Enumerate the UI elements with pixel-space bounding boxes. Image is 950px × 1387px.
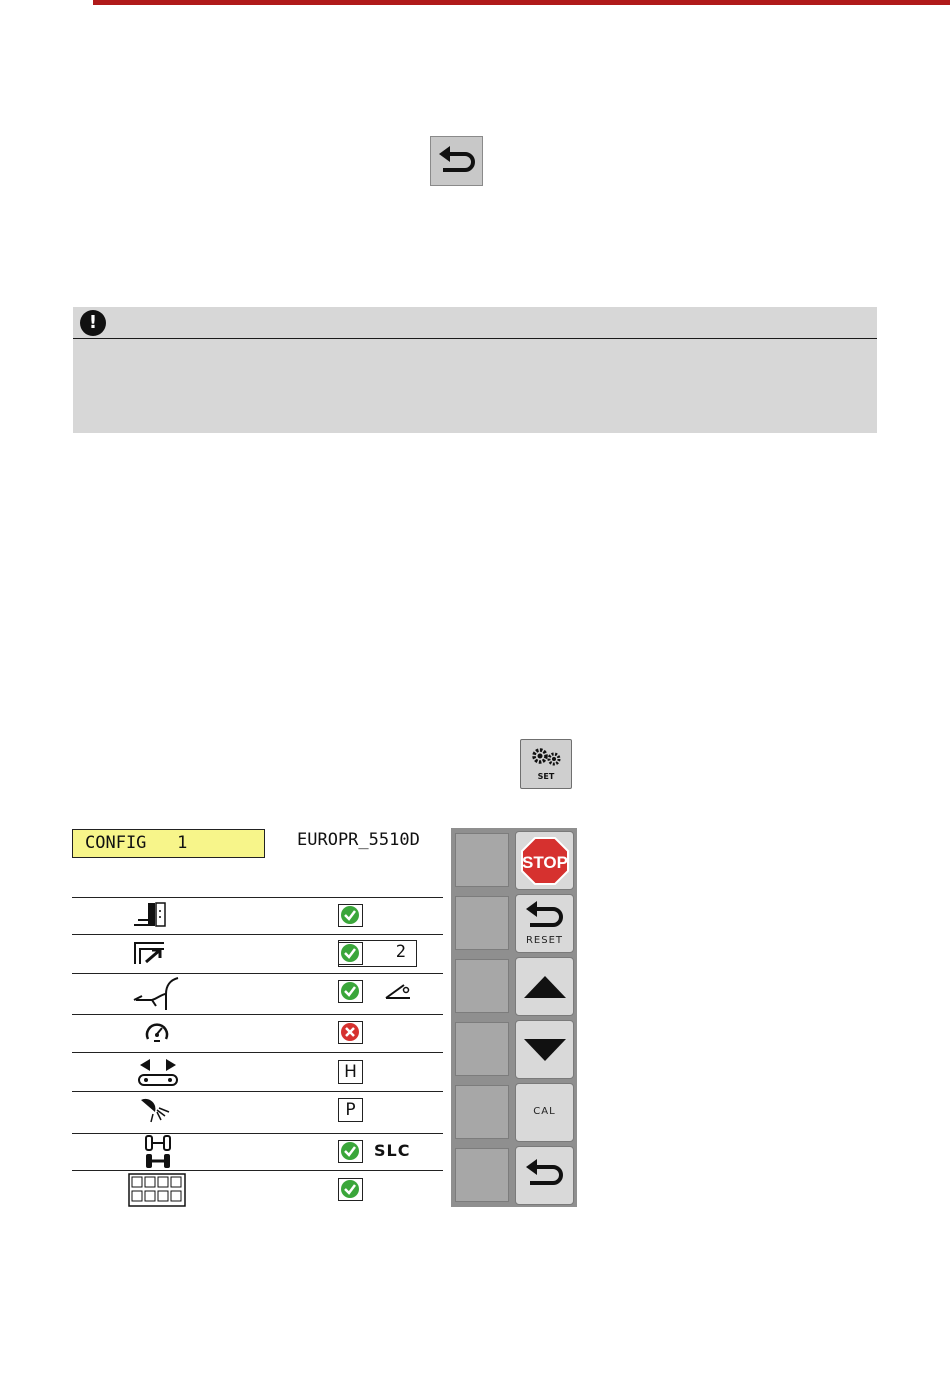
config-row-knotter[interactable] bbox=[72, 1170, 443, 1209]
note-box bbox=[73, 307, 877, 433]
softkey-blank-3[interactable] bbox=[455, 959, 509, 1013]
config-row-pickup[interactable] bbox=[72, 973, 443, 1014]
up-arrow-icon bbox=[522, 974, 568, 1000]
scroll-down-button[interactable] bbox=[515, 1020, 574, 1079]
work-light-icon bbox=[139, 1096, 173, 1124]
axle-mode-label: SLC bbox=[374, 1141, 411, 1160]
knotter-monitor-icon bbox=[128, 1173, 186, 1207]
exclamation-icon: ! bbox=[80, 310, 106, 336]
set-label: SET bbox=[537, 772, 555, 781]
config-row-light[interactable] bbox=[72, 1091, 443, 1133]
pickup-icon bbox=[132, 976, 182, 1012]
check-icon bbox=[341, 982, 359, 1000]
check-icon bbox=[341, 944, 359, 962]
enabled-checkbox[interactable] bbox=[338, 1140, 363, 1163]
check-icon bbox=[341, 906, 359, 924]
bale-chute-icon bbox=[132, 940, 166, 966]
softkey-blank-5[interactable] bbox=[455, 1085, 509, 1139]
back-button[interactable] bbox=[515, 1146, 574, 1205]
mode-selector-h[interactable]: H bbox=[338, 1060, 363, 1084]
cross-icon bbox=[341, 1023, 359, 1041]
crop-guide-icon bbox=[136, 1055, 180, 1089]
chute-value: 2 bbox=[395, 942, 406, 962]
mode-selector-p[interactable]: P bbox=[338, 1098, 363, 1122]
enabled-checkbox[interactable] bbox=[338, 942, 363, 965]
disabled-checkbox[interactable] bbox=[338, 1021, 363, 1044]
enabled-checkbox[interactable] bbox=[338, 1178, 363, 1201]
note-header bbox=[73, 307, 877, 339]
cal-button[interactable] bbox=[515, 1083, 574, 1142]
softkey-blank-4[interactable] bbox=[455, 1022, 509, 1076]
config-row-chute[interactable] bbox=[72, 934, 443, 973]
enabled-checkbox[interactable] bbox=[338, 980, 363, 1003]
reset-label: RESET bbox=[525, 935, 564, 946]
config-selector[interactable] bbox=[72, 829, 265, 858]
angle-sensor-icon bbox=[384, 982, 412, 1000]
config-row-axle[interactable] bbox=[72, 1133, 443, 1170]
return-arrow-icon bbox=[437, 145, 477, 177]
gears-icon bbox=[527, 744, 565, 772]
softkey-blank-2[interactable] bbox=[455, 896, 509, 950]
axle-icon bbox=[144, 1134, 172, 1170]
bale-ejector-icon bbox=[132, 901, 168, 929]
config-row-ejector[interactable] bbox=[72, 897, 443, 934]
check-icon bbox=[341, 1142, 359, 1160]
set-button[interactable] bbox=[520, 739, 572, 789]
stop-text: STOP bbox=[522, 853, 568, 872]
config-rows bbox=[72, 897, 443, 1209]
back-button[interactable] bbox=[430, 136, 483, 186]
model-name: EUROPR_5510D bbox=[297, 830, 420, 850]
page-header-rule bbox=[93, 0, 950, 5]
speedometer-icon bbox=[143, 1019, 171, 1047]
enabled-checkbox[interactable] bbox=[338, 904, 363, 927]
stop-button[interactable] bbox=[515, 831, 574, 890]
config-row-speed[interactable] bbox=[72, 1014, 443, 1052]
softkey-blank-6[interactable] bbox=[455, 1148, 509, 1202]
scroll-up-button[interactable] bbox=[515, 957, 574, 1016]
config-row-crop-guide[interactable] bbox=[72, 1052, 443, 1091]
return-arrow-icon bbox=[524, 1159, 566, 1191]
terminal-screen bbox=[72, 828, 577, 1208]
note-body bbox=[73, 339, 877, 433]
return-arrow-icon bbox=[524, 901, 566, 933]
cal-label: CAL bbox=[533, 1106, 556, 1117]
check-icon bbox=[341, 1180, 359, 1198]
softkey-panel bbox=[451, 828, 577, 1207]
down-arrow-icon bbox=[522, 1037, 568, 1063]
reset-button[interactable] bbox=[515, 894, 574, 953]
config-label: CONFIG 1 bbox=[85, 833, 188, 853]
stop-sign-icon bbox=[520, 836, 570, 886]
softkey-blank-1[interactable] bbox=[455, 833, 509, 887]
